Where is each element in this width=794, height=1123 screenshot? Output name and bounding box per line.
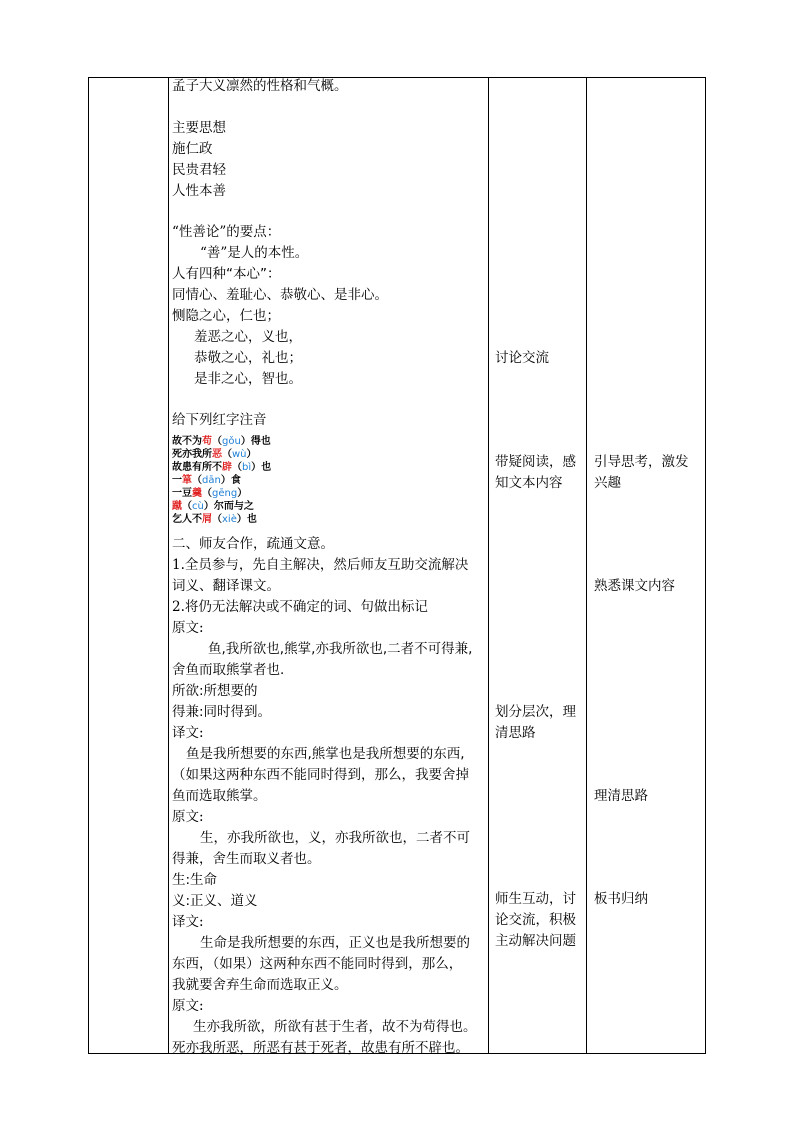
heart-line-1: 恻隐之心，仁也；: [172, 308, 280, 324]
gloss-yi: 义:正义、道义: [172, 893, 258, 909]
original-2-line-b: 得兼，舍生而取义者也。: [172, 851, 321, 867]
original-3-line-a: 生亦我所欲，所欲有甚于生者，故不为苟得也。: [193, 1019, 477, 1035]
heart-line-3: 恭敬之心，礼也；: [194, 350, 302, 366]
intent-clarify: 理清思路: [594, 788, 648, 804]
column-divider-1: [168, 77, 169, 1054]
thought-item-3: 人性本善: [172, 183, 226, 199]
gloss-suoyu: 所欲:所想要的: [172, 683, 258, 699]
pinyin-item: 故患有所不辟（bì）也: [172, 462, 272, 473]
original-label-2: 原文:: [172, 809, 204, 825]
step-1-line-a: 1.全员参与，先自主解决，然后师友互助交流解决: [172, 557, 469, 573]
intent-guide-line-a: 引导思考，激发: [594, 454, 689, 470]
table-right-border: [705, 77, 706, 1054]
heart-line-4: 是非之心，智也。: [194, 371, 302, 387]
goodness-theory-title: “性善论”的要点：: [172, 224, 281, 240]
activity-read-line-b: 知文本内容: [495, 475, 563, 491]
translation-1-line-c: 鱼而选取熊掌。: [172, 788, 267, 804]
pinyin-item: 一箪（dān）食: [172, 475, 241, 486]
four-hearts-list: 同情心、羞耻心、恭敬心、是非心。: [172, 287, 388, 303]
activity-structure-line-b: 清思路: [495, 725, 536, 741]
translation-2-line-c: 我就要舍弃生命而选取正义。: [172, 977, 348, 993]
activity-structure-line-a: 划分层次，理: [495, 704, 576, 720]
column-divider-3: [586, 77, 587, 1054]
heart-line-2: 羞恶之心，义也，: [194, 329, 302, 345]
section-2-heading: 二、师友合作，疏通文意。: [172, 536, 334, 552]
activity-interact-line-b: 论交流，积极: [495, 912, 576, 928]
activity-interact-line-a: 师生互动，讨: [495, 891, 576, 907]
original-label-3: 原文:: [172, 998, 204, 1014]
activity-discuss: 讨论交流: [495, 350, 549, 366]
pinyin-item: 乞人不屑（xiè）也: [172, 514, 257, 525]
thoughts-title: 主要思想: [172, 120, 226, 136]
step-1-line-b: 词义、翻译课文。: [172, 578, 280, 594]
pinyin-item: 一豆羹（gēng）: [172, 488, 248, 499]
gloss-sheng: 生:生命: [172, 872, 218, 888]
original-1-line-a: 鱼,我所欲也,熊掌,亦我所欲也,二者不可得兼,: [208, 641, 473, 657]
pinyin-item: 蹴（cù）尔而与之: [172, 501, 254, 512]
translation-1-line-b: （如果这两种东西不能同时得到，那么，我要舍掉: [172, 767, 469, 783]
original-2-line-a: 生，亦我所欲也，义，亦我所欲也，二者不可: [200, 830, 470, 846]
activity-read-line-a: 带疑阅读，感: [495, 454, 576, 470]
pinyin-item: 死亦我所恶（wù）: [172, 449, 257, 460]
intent-guide-line-b: 兴趣: [594, 475, 621, 491]
original-label-1: 原文:: [172, 620, 204, 636]
translation-2-line-b: 东西，（如果）这两种东西不能同时得到，那么，: [172, 956, 463, 972]
original-1-line-b: 舍鱼而取熊掌者也.: [172, 662, 285, 678]
step-2-line: 2.将仍无法解决或不确定的词、句做出标记: [172, 599, 428, 615]
thought-item-1: 施仁政: [172, 141, 213, 157]
activity-interact-line-c: 主动解决问题: [495, 933, 576, 949]
table-left-border: [88, 77, 89, 1054]
translation-2-line-a: 生命是我所想要的东西，正义也是我所想要的: [200, 935, 470, 951]
goodness-nature-line: “善”是人的本性。: [200, 245, 309, 261]
intent-familiar: 熟悉课文内容: [594, 578, 675, 594]
translation-label-2: 译文:: [172, 914, 204, 930]
thought-item-2: 民贵君轻: [172, 162, 226, 178]
original-3-line-b: 死亦我所恶，所恶有甚于死者，故患有所不辟也。: [172, 1040, 469, 1056]
four-hearts-title: 人有四种“本心”：: [172, 266, 281, 282]
column-divider-2: [488, 77, 489, 1054]
translation-1-line-a: 鱼是我所想要的东西,熊掌也是我所想要的东西,: [186, 746, 465, 762]
translation-label-1: 译文:: [172, 725, 204, 741]
intro-line: 孟子大义凛然的性格和气概。: [172, 78, 348, 94]
pinyin-title: 给下列红字注音: [172, 412, 267, 428]
pinyin-item: 故不为苟（gǒu）得也: [172, 436, 271, 447]
intent-board-summary: 板书归纳: [594, 891, 648, 907]
gloss-dejian: 得兼:同时得到。: [172, 704, 272, 720]
